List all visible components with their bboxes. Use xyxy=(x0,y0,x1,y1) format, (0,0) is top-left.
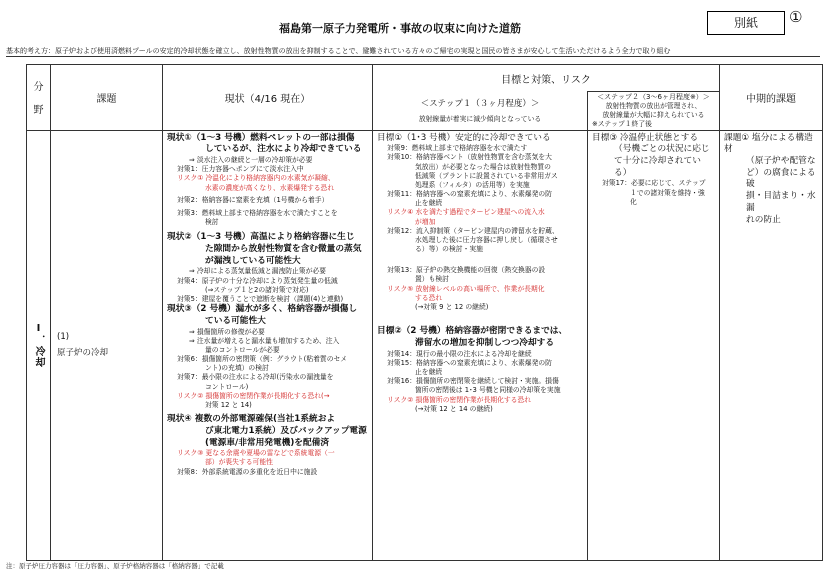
measure-4: 対策4：原子炉の十分な冷却により蒸気発生量の低減 xyxy=(177,276,338,285)
risk-2: リスク② 損傷箇所の密閉作業が長期化する恐れ(→ xyxy=(177,391,330,400)
measure-12-cont2: る）等）の検討・実施 xyxy=(415,245,483,254)
goal-2-title: 目標②（2 号機）格納容器が密閉できるまでは、 xyxy=(377,326,568,337)
status-3-need-2-cont: 量のコントロールが必要 xyxy=(205,345,280,354)
goal-3-title: 目標③ 冷温停止状態とする xyxy=(592,132,699,143)
step2-cell xyxy=(588,130,720,560)
measure-13-cont: 置）も検討 xyxy=(415,275,449,284)
issue-cell xyxy=(51,130,163,560)
measure-3: 対策3：燃料域上部まで格納容器を水で満たすことを xyxy=(177,208,338,217)
risk-1-cont: 水素の濃度が高くなり、水素爆発する恐れ xyxy=(205,183,335,192)
goal-3-title-cont2: て十分に冷却されてい xyxy=(614,155,701,166)
header-status: 現状（4/16 現在） xyxy=(163,65,373,131)
goal-1-title: 目標①（1･3 号機）安定的に冷却できている xyxy=(377,132,551,143)
roadmap-table xyxy=(26,64,823,561)
measure-6-cont: ント)の充填）の検討 xyxy=(205,364,269,373)
status-4-title: 現状④ 複数の外部電源確保(当社1系統およ xyxy=(167,414,336,425)
risk-3: リスク③ 更なる余震や夏場の雷などで系統電源（一 xyxy=(177,449,335,458)
status-1-title: 現状①（1〜3 号機）燃料ペレットの一部は損傷 xyxy=(167,132,355,143)
measure-17-cont1: １での諸対策を維持・強 xyxy=(630,188,705,197)
issue-number: (1) xyxy=(57,332,70,343)
risk-2-step1: リスク② 損傷箇所の密閉作業が長期化する恐れ xyxy=(387,395,532,404)
risk-4: リスク④ 水を満たす過程でタービン建屋への流入水 xyxy=(387,208,545,217)
measure-10: 対策10：格納容器ベント（放射性物質を含む蒸気を大 xyxy=(387,153,552,162)
status-4-title-cont: び東北電力1系統）及びバックアップ電源 xyxy=(205,425,367,436)
step1-cell xyxy=(373,130,588,560)
measure-4-cont: (⇒ステップ１と2の諸対策で対応) xyxy=(205,285,309,294)
measure-16-cont: 箇所の密閉後は 1･3 号機と同様の冷却策を実施 xyxy=(415,386,561,395)
status-3-title: 現状③（2 号機）漏水が多く、格納容器が損傷し xyxy=(167,304,358,315)
risk-5-cont2: (→対策 9 と 12 の継続) xyxy=(415,303,489,311)
measure-11: 対策11：格納容器への窒素充填により、水素爆発の防 xyxy=(387,190,552,199)
divider xyxy=(6,56,820,57)
step2-subtitle-2: 放射線量が大幅に抑えられている xyxy=(602,111,705,120)
measure-3-cont: 検討 xyxy=(205,218,219,227)
header-field-line2: 野 xyxy=(33,105,44,117)
risk-5-cont1: する恐れ xyxy=(415,293,443,302)
measure-1: 対策1：圧力容器へポンプにて淡水注入中 xyxy=(177,165,304,174)
status-2-title-cont: た隙間から放射性物質を含む微量の蒸気 xyxy=(205,243,362,254)
step2-subtitle-1: 放射性物質の放出が管理され、 xyxy=(605,102,702,110)
goal-3-title-cont3: る） xyxy=(614,167,632,178)
status-cell xyxy=(163,130,373,560)
header-step2 xyxy=(588,92,720,131)
measure-2: 対策2：格納容器に窒素を充填（1号機から着手） xyxy=(177,195,329,204)
midterm-issue-1-cont2: ど）の腐食による破 xyxy=(746,167,816,190)
midterm-cell xyxy=(720,130,823,560)
header-field xyxy=(27,65,51,131)
measure-13: 対策13：原子炉の熱交換機能の回復（熱交換器の設 xyxy=(387,266,546,275)
step1-title: ＜ステップ１（３ヶ月程度）＞ xyxy=(420,98,540,109)
field-cell xyxy=(27,130,51,560)
risk-4-cont: が増加 xyxy=(415,217,436,226)
measure-10-cont1: 気放出）が必要となった場合は放射性物質の xyxy=(415,162,551,171)
midterm-issue-1-cont3: 損・目詰まり・水漏 xyxy=(746,191,816,213)
status-2-title-cont2: が漏洩している可能性大 xyxy=(205,255,301,266)
status-3-need-2: ⇒ 注水量が増えると漏水量も増加するため、注入 xyxy=(189,336,340,345)
status-2-need: ⇒ 冷却による蒸気量低減と漏洩防止策が必要 xyxy=(189,267,326,276)
measure-7-cont: コントロール) xyxy=(205,382,249,391)
step1-subtitle: 放射線量が着実に減少傾向となっている xyxy=(418,114,542,123)
measure-7: 対策7：最小限の注水による冷却(汚染水の漏洩量を xyxy=(177,373,334,382)
measure-14: 対策14：現行の最小限の注水による冷却を継続 xyxy=(387,349,532,358)
measure-8: 対策8：外部系統電源の多重化を近日中に施設 xyxy=(177,467,318,476)
midterm-issue-1-cont1: （原子炉や配管な xyxy=(746,155,816,166)
status-2-title: 現状②（1〜3 号機）高温により格納容器に生じ xyxy=(167,232,355,243)
measure-9: 対策9：燃料域上部まで格納容器を水で満たす xyxy=(387,144,528,153)
issue-name: 原子炉の冷却 xyxy=(57,348,109,359)
field-label: Ⅰ．冷却 xyxy=(33,322,44,368)
measure-12-cont1: 水処理した後に圧力容器に押し戻し（循環させ xyxy=(415,235,558,244)
step2-note: ※ステップ１終了後 xyxy=(592,120,652,129)
step2-title: ＜ステップ２（3〜6ヶ月程度※）＞ xyxy=(597,93,710,101)
measure-15-cont: 止を継続 xyxy=(415,367,443,376)
status-1-need: ⇒ 淡水注入の継続と一層の冷却策が必要 xyxy=(189,155,313,164)
header-issue: 課題 xyxy=(51,65,163,131)
measure-12: 対策12：流入抑制策（タービン建屋内の滞留水を貯蔵、 xyxy=(387,226,559,235)
header-midterm: 中期的課題 xyxy=(720,65,823,131)
status-1-title-cont: しているが、注水により冷却できている xyxy=(205,144,362,155)
basic-policy: 基本的考え方：原子炉および使用済燃料プールの安定的冷却状態を確立し、放射性物質の放出を抑制することで、避難されている方々のご帰宅の実現と国民の皆さまが安心して生活いただけるよう全力で取り組む xyxy=(6,47,671,55)
header-goals-risks: 目標と対策、リスク xyxy=(373,65,720,92)
footnote: 注：原子炉圧力容器は「圧力容器」、原子炉格納容器は「格納容器」で記載 xyxy=(6,562,224,570)
attachment-label: 別紙 xyxy=(707,11,785,35)
risk-1: リスク① 冷温化により格納容器内の水素気が凝縮、 xyxy=(177,174,335,183)
measure-15: 対策15：格納容器への窒素充填により、水素爆発の防 xyxy=(387,358,552,367)
goal-3-title-cont1: （号機ごとの状況に応じ xyxy=(614,144,710,155)
midterm-issue-1: 課題① 塩分による構造材 xyxy=(724,132,813,155)
page-number: ① xyxy=(789,8,803,26)
risk-2-cont: 対策 12 と 14) xyxy=(205,400,252,409)
risk-3-cont: 部）が喪失する可能性 xyxy=(205,458,273,467)
risk-2-step1-cont: (→対策 12 と 14 の継続) xyxy=(415,404,493,413)
measure-16: 対策16：損傷箇所の密閉策を継続して検討・実施。損傷 xyxy=(387,377,559,386)
goal-2-title-cont: 滞留水の増加を抑制しつつ冷却する xyxy=(415,337,554,348)
header-field-line1: 分 xyxy=(33,82,44,94)
measure-17-cont2: 化 xyxy=(630,197,637,206)
measure-17: 対策17：必要に応じて、ステップ xyxy=(602,179,706,188)
header-step1 xyxy=(373,92,588,131)
measure-10-cont2: 低減策（プラントに設置されている非常用ガス xyxy=(415,171,558,180)
page-title: 福島第一原子力発電所・事故の収束に向けた道筋 xyxy=(279,22,521,35)
measure-10-cont3: 処理系（フィルタ）の活用等）を実施 xyxy=(415,180,530,189)
measure-5: 対策5：建屋を覆うことで遮断を検討（課題(4)と連動) xyxy=(177,294,344,303)
status-3-title-cont: ている可能性大 xyxy=(205,315,266,326)
status-3-need-1: ⇒ 損傷箇所の修復が必要 xyxy=(189,327,265,336)
status-4-title-cont2: (電源車/非常用発電機)を配備済 xyxy=(205,437,330,448)
measure-11-cont: 止を継続 xyxy=(415,199,443,208)
measure-6: 対策6：損傷箇所の密閉策（例：グラウト(粘着質のセメ xyxy=(177,355,348,364)
risk-5: リスク⑤ 放射線レベルの高い場所で、作業が長期化 xyxy=(387,284,545,293)
midterm-issue-1-cont4: れの防止 xyxy=(746,214,781,225)
